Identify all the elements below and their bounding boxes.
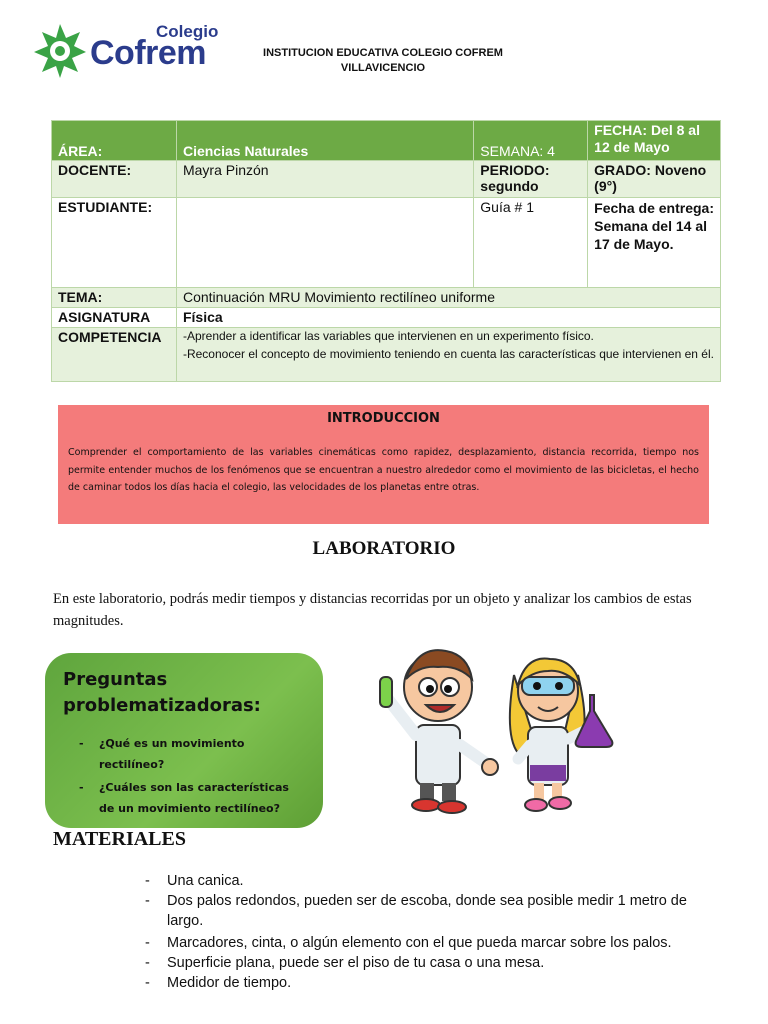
docente-value: Mayra Pinzón <box>176 161 473 198</box>
fecha-value: FECHA: Del 8 al 12 de Mayo <box>588 121 721 161</box>
institution-header <box>250 46 516 76</box>
docente-label: DOCENTE: <box>52 161 177 198</box>
competencia-value <box>176 328 720 382</box>
scientist-kids-illustration <box>368 635 628 825</box>
competencia-item: -Reconocer el concepto de movimiento teniendo en cuenta las características que intervienen en él. <box>182 347 714 361</box>
grado-value: GRADO: Noveno (9°) <box>588 161 721 198</box>
logo-small-text: Colegio <box>156 22 219 41</box>
material-item: - Medidor de tiempo. <box>145 973 705 993</box>
competencia-item: -Aprender a identificar las variables que intervienen en un experimento físico. <box>182 329 594 343</box>
tema-value: Continuación MRU Movimiento rectilíneo uniforme <box>176 288 720 308</box>
guia-value: Guía # 1 <box>474 198 588 288</box>
introduction-box <box>58 405 709 524</box>
material-item: - Superficie plana, puede ser el piso de tu casa o una mesa. <box>145 953 705 973</box>
periodo-value: PERIODO: segundo <box>474 161 588 198</box>
estudiante-label: ESTUDIANTE: <box>52 198 177 288</box>
materials-list <box>145 871 705 993</box>
area-value: Ciencias Naturales <box>176 121 473 161</box>
girl-scientist-icon <box>510 659 613 811</box>
material-item: - Una canica. <box>145 871 705 891</box>
estudiante-value[interactable] <box>176 198 473 288</box>
introduction-text: Comprender el comportamiento de las variables cinemáticas como rapidez, desplazamiento, distancia recorrida, tiempo nos permite entender muchos de los fenómenos que se encuentran a nuestro alrededor como el movimiento de las bicicletas, el hecho de caminar todos los días hacia el colegio, las velocidades de los planetas entre otras. <box>68 447 699 493</box>
entrega-value: Fecha de entrega: Semana del 14 al 17 de Mayo. <box>588 198 721 288</box>
questions-box <box>45 653 323 828</box>
tema-label: TEMA: <box>52 288 177 308</box>
logo-star-icon <box>32 22 88 78</box>
questions-title-line: problematizadoras: <box>63 695 261 716</box>
asignatura-label: ASIGNATURA <box>52 308 177 328</box>
question-item: - ¿Qué es un movimiento rectilíneo? <box>79 733 309 775</box>
area-label: ÁREA: <box>52 121 177 161</box>
asignatura-value: Física <box>176 308 720 328</box>
institution-name: INSTITUCION EDUCATIVA COLEGIO COFREM <box>263 47 503 59</box>
lab-paragraph: En este laboratorio, podrás medir tiempos y distancias recorridas por un objeto y analizar los cambios de estas magnitudes. <box>53 591 692 629</box>
material-item: - Dos palos redondos, pueden ser de escoba, donde sea posible medir 1 metro de largo. <box>145 891 705 931</box>
lab-title: LABORATORIO <box>312 538 456 559</box>
logo-big-text: Cofrem <box>90 34 207 72</box>
introduction-title: INTRODUCCION <box>327 411 440 426</box>
guide-info-table <box>51 120 721 382</box>
questions-title-line: Preguntas <box>63 669 168 690</box>
institution-city: VILLAVICENCIO <box>340 62 426 74</box>
questions-list <box>79 733 309 821</box>
question-item: - ¿Cuáles son las características de un movimiento rectilíneo? <box>79 777 289 819</box>
boy-scientist-icon <box>380 650 498 813</box>
material-item: - Marcadores, cinta, o algún elemento con el que pueda marcar sobre los palos. <box>145 933 705 953</box>
school-logo <box>32 18 232 82</box>
questions-title <box>63 667 261 719</box>
semana-value: SEMANA: 4 <box>474 121 588 161</box>
materials-title: MATERIALES <box>53 828 186 850</box>
competencia-label: COMPETENCIA <box>52 328 177 382</box>
